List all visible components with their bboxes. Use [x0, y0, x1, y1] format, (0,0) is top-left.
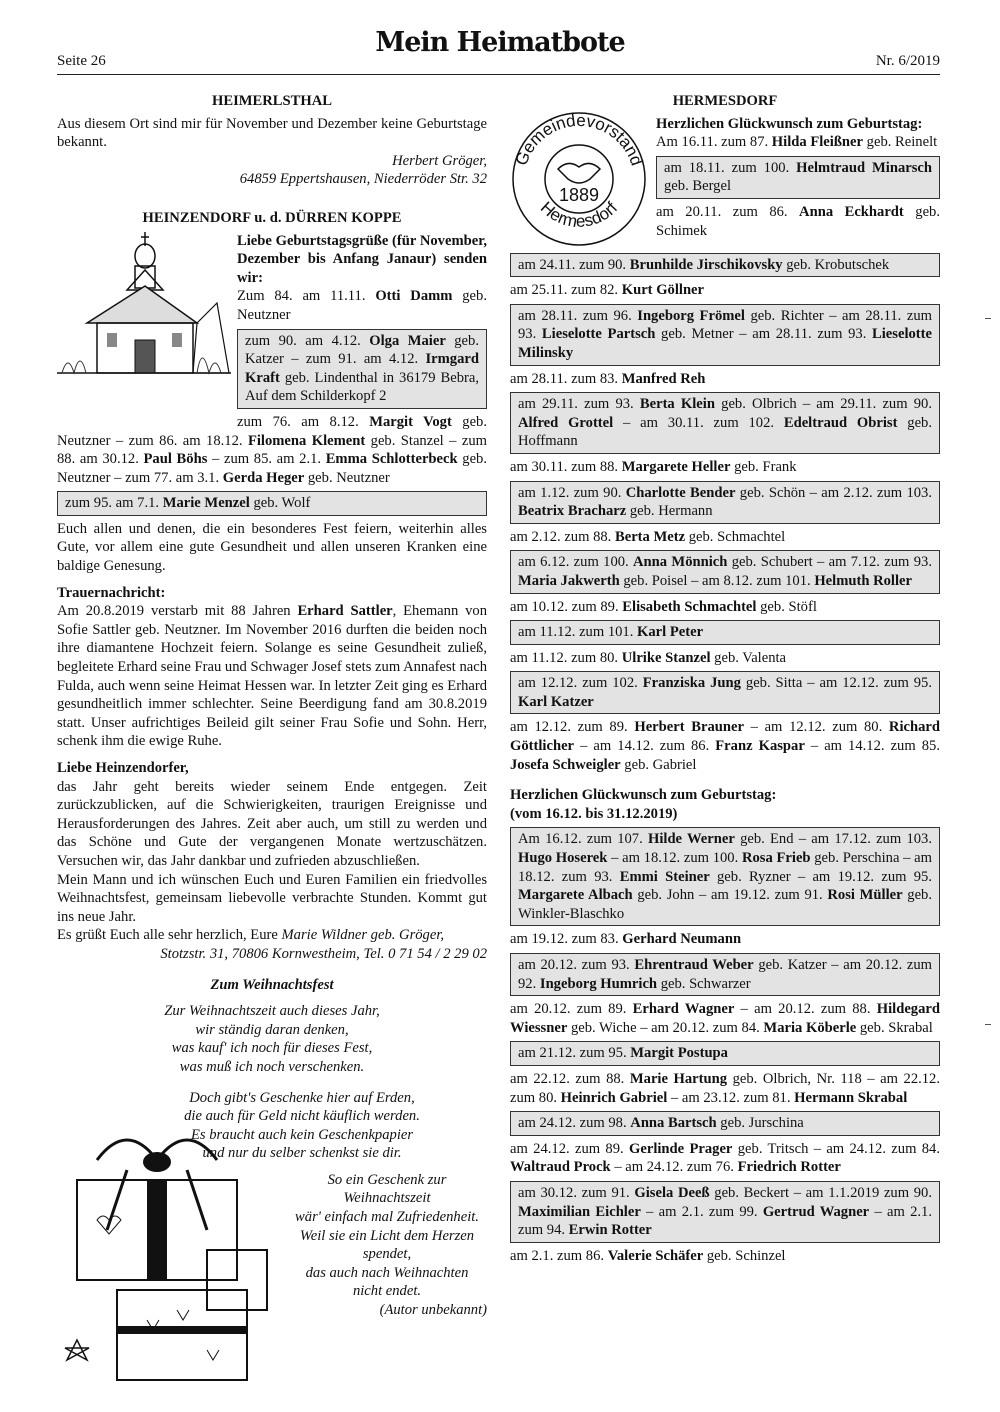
entry-23: am 22.12. zum 88. Marie Hartung geb. Olbrich, Nr. 118 – am 22.12. zum 80. Heinrich Gabriel – am 23.12. zum 81. Hermann Skrabal [510, 1070, 941, 1106]
entry-18: Am 16.12. zum 107. Hilde Werner geb. End – am 17.12. zum 103. Hugo Hoserek – am 18.12. zum 100. Rosa Frieb geb. Perschina – am 18.12. zum 93. Emmi Steiner geb. Ryzner – am 19.12. zum 95. Margarete Albach geb. John – am 19.12. zum 91. Rosi Müller geb. Winkler-Blaschko [510, 827, 940, 926]
entry-21: am 20.12. zum 89. Erhard Wagner – am 20.12. zum 88. Hildegard Wiessner geb. Wiche – am 20.12. zum 84. Maria Köberle geb. Skrabal [510, 1001, 940, 1036]
entry-27: am 2.1. zum 86. Valerie Schäfer geb. Schinzel [510, 1247, 786, 1264]
entry-26: am 30.12. zum 91. Gisela Deeß geb. Beckert – am 1.1.2019 zum 90. Maximilian Eichler – am 2.1. zum 99. Gertrud Wagner – am 2.1. zum 94. Erwin Rotter [510, 1181, 940, 1243]
entry-16: am 12.12. zum 102. Franziska Jung geb. Sitta – am 12.12. zum 95. Karl Katzer [510, 671, 940, 714]
entry-20: am 20.12. zum 93. Ehrentraud Weber geb. Katzer – am 20.12. zum 92. Ingeborg Humrich geb. Schwarzer [510, 953, 940, 996]
entry-24: am 24.12. zum 98. Anna Bartsch geb. Jurschina [510, 1111, 940, 1136]
entry-4: am 24.11. zum 90. Brunhilde Jirschikovsky geb. Krobutschek [510, 253, 940, 278]
margin-mark [985, 318, 991, 319]
gift-illustration [57, 1120, 297, 1390]
letter-paragraph-2: Mein Mann und ich wünschen Euch und Euren Familien ein friedvolles Weihnachtsfest, gemeinsam liebevolle verbrachte Stunden. Kommt gut ins neue Jahr. [57, 871, 487, 925]
entry-9: am 30.11. zum 88. Margarete Heller geb. Frank [510, 458, 797, 475]
entry-25: am 24.12. zum 89. Gerlinde Prager geb. Tritsch – am 24.12. zum 84. Waltraud Prock – am 24.12. zum 76. Friedrich Rotter [510, 1140, 941, 1176]
right-column [510, 90, 940, 1269]
masthead-logo: Mein Heimatbote [375, 27, 625, 58]
letter-address: Stotzstr. 31, 70806 Kornwestheim, Tel. 0 71 54 / 2 29 02 [160, 945, 487, 962]
entry-7: am 28.11. zum 83. Manfred Reh [510, 370, 706, 387]
heimerlsthal-text: Aus diesem Ort sind mir für November und Dezember keine Geburtstage bekannt. [57, 115, 487, 151]
entry-1: Am 16.11. zum 87. Hilda Fleißner geb. Reinelt [656, 134, 938, 151]
entry-6: am 28.11. zum 96. Ingeborg Frömel geb. Richter – am 28.11. zum 93. Lieselotte Partsch geb. Metner – am 28.11. zum 93. Lieselotte Milinsky [510, 304, 940, 366]
heimerlsthal-address: 64859 Eppertshausen, Niederröder Str. 32 [239, 171, 487, 188]
heinzendorf-wishes: Euch allen und denen, die ein besonderes Fest feiern, weiterhin alles Gute, vor allem eine gute Gesundheit und allen unseren Kranken eine baldige Genesung. [57, 520, 487, 575]
hermesdorf-intro-2-range: (vom 16.12. bis 31.12.2019) [510, 805, 678, 822]
heinzendorf-birthday-2: zum 76. am 8.12. Margit Vogt geb. Neutzner – zum 86. am 18.12. Filomena Klement geb. Stanzel – zum 88. am 30.12. Paul Böhs – zum 85. am 2.1. Emma Schlotterbeck geb. Neutzner – zum 77. am 3.1. Gerda Heger geb. Neutzner [57, 413, 487, 486]
svg-text:1889: 1889 [558, 184, 600, 205]
heinzendorf-box-1: zum 90. am 4.12. Olga Maier geb. Katzer – zum 91. am 4.12. Irmgard Kraft geb. Lindenthal in 36179 Bebra, Auf dem Schilderkopf 2 [237, 329, 487, 409]
heinzendorf-birthday-1: Zum 84. am 11.11. Otti Damm geb. Neutzner [237, 288, 487, 323]
entry-15: am 11.12. zum 80. Ulrike Stanzel geb. Valenta [510, 649, 787, 666]
entry-8: am 29.11. zum 93. Berta Klein geb. Olbrich – am 29.11. zum 90. Alfred Grottel – am 30.11. zum 102. Edeltraud Obrist geb. Hoffmann [510, 392, 940, 454]
entry-14: am 11.12. zum 101. Karl Peter [510, 620, 940, 645]
trauer-heading: Trauernachricht: [57, 584, 166, 601]
letter-paragraph-1: das Jahr geht bereits wieder seinem Ende entgegen. Zeit zurückzublicken, auf die Schwierigkeiten, traurigen Ereignisse und Herausforderungen des Jahres. Zeit aber auch, um still zu werden und das Schöne und Gute der vergangenen Monate wertzuschätzen. Versuchen wir, das Jahr dankbar und zufrieden abzuschließen. [57, 778, 487, 869]
hermesdorf-intro-2: Herzlichen Glückwunsch zum Geburtstag: [510, 787, 777, 804]
church-illustration [57, 228, 231, 388]
entry-13: am 10.12. zum 89. Elisabeth Schmachtel geb. Stöfl [510, 598, 817, 615]
heading-heimerlsthal: HEIMERLSTHAL [211, 93, 333, 109]
poem-stanza-2: Doch gibt's Geschenke hier auf Erden, die auch für Geld nicht käuflich werden. Es braucht auch kein Geschenkpapier und nur du selber schenkst sie dir. [184, 1089, 420, 1162]
heading-hermesdorf: HERMESDORF [672, 93, 778, 109]
heading-heinzendorf: HEINZENDORF u. d. DÜRREN KOPPE [142, 209, 402, 226]
header-rule [57, 74, 940, 75]
entry-22: am 21.12. zum 95. Margit Postupa [510, 1041, 940, 1066]
svg-text:Gemeindevorstand: Gemeindevorstand [511, 110, 647, 168]
entry-17: am 12.12. zum 89. Herbert Brauner – am 12.12. zum 80. Richard Göttlicher – am 14.12. zum 86. Franz Kaspar – am 14.12. zum 85. Josefa Schweigler geb. Gabriel [510, 719, 940, 773]
poem-stanza-1: Zur Weihnachtszeit auch dieses Jahr, wir ständig daran denken, was kauf' ich noch für dieses Fest, was muß ich noch verschenken. [164, 1003, 380, 1075]
poem-title: Zum Weihnachtsfest [210, 976, 334, 993]
margin-mark [985, 1024, 991, 1025]
municipal-seal-logo [510, 109, 648, 249]
heinzendorf-greeting: Liebe Geburtstagsgrüße (für November, Dezember bis Anfang Janaur) senden wir: [237, 232, 487, 286]
entry-10: am 1.12. zum 90. Charlotte Bender geb. Schön – am 2.12. zum 103. Beatrix Bracharz geb. Hermann [510, 481, 940, 524]
entry-5: am 25.11. zum 82. Kurt Göllner [510, 282, 705, 299]
svg-text:Hermesdorf: Hermesdorf [536, 197, 622, 231]
entry-19: am 19.12. zum 83. Gerhard Neumann [510, 931, 742, 948]
entry-3: am 20.11. zum 86. Anna Eckhardt geb. Schimek [656, 203, 940, 239]
entry-11: am 2.12. zum 88. Berta Metz geb. Schmachtel [510, 528, 786, 545]
heimerlsthal-author: Herbert Gröger, [392, 152, 487, 169]
hermesdorf-intro: Herzlichen Glückwunsch zum Geburtstag: [656, 115, 923, 132]
issue-number: Nr. 6/2019 [875, 53, 940, 69]
entry-2: am 18.11. zum 100. Helmtraud Minarsch geb. Bergel [656, 156, 940, 199]
poem-author: (Autor unbekannt) [379, 1302, 487, 1319]
trauer-text: Am 20.8.2019 verstarb mit 88 Jahren Erhard Sattler, Ehemann von Sofie Sattler geb. Neutzner. Im November 2016 durften die beiden noch ihre diamantene Hochzeit feiern. Solange es seine Gesundheit zuließ, begleitete Erhard seine Frau und Schwager Josef stets zum Annafest nach Fulda, auch wenn seine Heimat Hessen war. In letzter Zeit ging es Erhard gesundheitlich immer schlechter. Seine Beerdigung fand am 30.8.2019 statt. Unser aufrichtiges Beileid gilt seiner Frau Sofie und Sohn. Herr, schenk ihm die ewige Ruhe. [57, 603, 487, 750]
letter-signature: Es grüßt Euch alle sehr herzlich, Eure Marie Wildner geb. Gröger, [57, 927, 445, 944]
entry-12: am 6.12. zum 100. Anna Mönnich geb. Schubert – am 7.12. zum 93. Maria Jakwerth geb. Poisel – am 8.12. zum 101. Helmuth Roller [510, 550, 940, 593]
letter-heading: Liebe Heinzendorfer, [57, 760, 189, 776]
poem-stanza-3: So ein Geschenk zur Weihnachtszeit wär' einfach mal Zufriedenheit. Weil sie ein Licht dem Herzen spendet, das auch nach Weihnachten nicht endet. [295, 1171, 479, 1300]
page-number: Seite 26 [57, 53, 106, 69]
heinzendorf-box-2: zum 95. am 7.1. Marie Menzel geb. Wolf [57, 491, 487, 516]
